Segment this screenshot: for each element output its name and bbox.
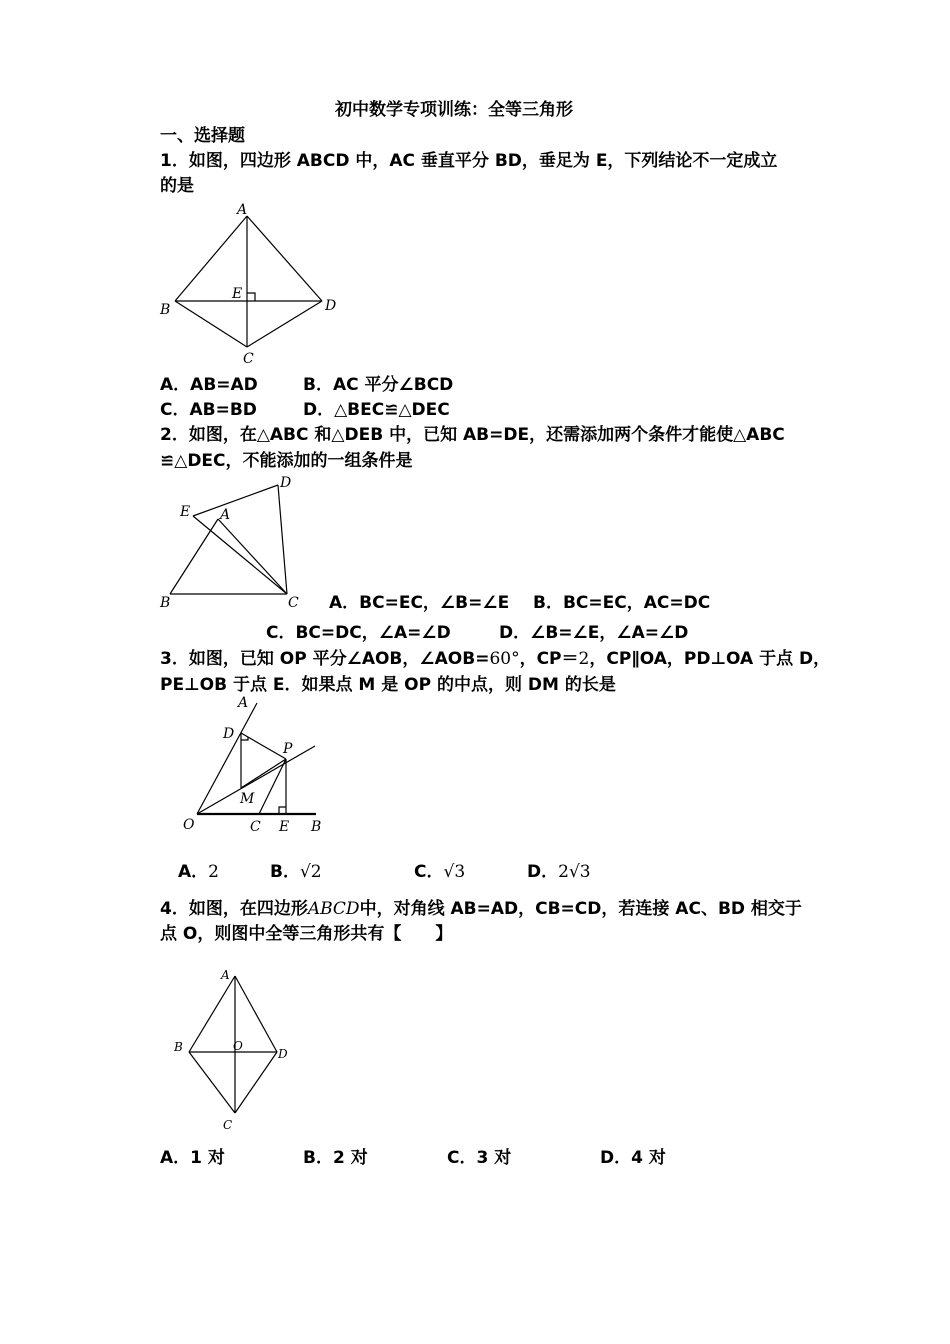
q3-label-b: B — [311, 819, 322, 835]
q3-stem-part2: ，CP＝ — [519, 649, 579, 669]
q4-quad-name: ABCD — [307, 899, 360, 919]
q4-label-c: C — [223, 1118, 233, 1132]
q3-label-d: D — [223, 726, 235, 742]
q3-option-c-value: √3 — [443, 862, 466, 882]
q4-stem-part1: 4．如图，在四边形 — [160, 899, 308, 919]
q1-option-c: C．AB=BD — [160, 400, 257, 420]
q3-option-d-value: 2√3 — [558, 862, 591, 882]
q2-stem-line2: ≌△DEC，不能添加的一组条件是 — [160, 451, 413, 471]
q3-option-d — [527, 860, 591, 884]
q2-label-c: C — [288, 595, 299, 611]
q4-label-o: O — [233, 1039, 243, 1053]
q3-stem-part3: ，CP∥OA，PD⊥OA 于点 D， — [589, 649, 831, 669]
q3-option-a-letter: A． — [178, 862, 209, 882]
q4-option-c: C．3 对 — [447, 1148, 512, 1168]
q3-label-a: A — [238, 695, 249, 711]
q2-option-d: D．∠B=∠E，∠A=∠D — [499, 623, 689, 643]
q3-cp-value: 2 — [578, 649, 590, 669]
q3-figure — [175, 693, 335, 843]
q4-label-d: D — [278, 1047, 288, 1061]
q3-option-c-letter: C． — [414, 862, 444, 882]
q3-option-c — [414, 860, 465, 884]
q3-option-b — [270, 860, 322, 884]
q1-stem-line1: 1．如图，四边形 ABCD 中，AC 垂直平分 BD，垂足为 E，下列结论不一定成立 — [160, 151, 778, 171]
q3-angle-value: 60° — [489, 649, 520, 669]
q3-label-c: C — [250, 819, 261, 835]
q1-option-b: B．AC 平分∠BCD — [303, 375, 454, 395]
q3-stem-line2: PE⊥OB 于点 E．如果点 M 是 OP 的中点，则 DM 的长是 — [160, 675, 616, 695]
q4-figure — [165, 962, 300, 1137]
q3-option-b-letter: B． — [270, 862, 300, 882]
q4-stem-line1 — [160, 897, 802, 921]
q3-option-b-value: √2 — [299, 862, 322, 882]
q1-option-a: A．AB=AD — [160, 375, 258, 395]
q3-label-e: E — [279, 819, 290, 835]
q2-label-a: A — [220, 507, 231, 523]
page-title: 初中数学专项训练：全等三角形 — [335, 100, 573, 120]
q1-stem-line2: 的是 — [160, 176, 194, 196]
q4-option-d: D．4 对 — [600, 1148, 666, 1168]
q1-label-c: C — [243, 351, 254, 367]
q3-stem-part1: 3．如图，已知 OP 平分∠AOB，∠AOB= — [160, 649, 490, 669]
q3-label-p: P — [283, 741, 293, 757]
q2-label-d: D — [280, 475, 292, 491]
q4-label-a: A — [221, 968, 230, 982]
q1-label-a: A — [237, 202, 248, 218]
q4-label-b: B — [174, 1040, 183, 1054]
q4-stem-line2: 点 O，则图中全等三角形共有【 】 — [160, 924, 453, 944]
q2-option-a: A．BC=EC，∠B=∠E — [329, 593, 510, 613]
q2-label-b: B — [160, 595, 171, 611]
q3-label-o: O — [183, 817, 195, 833]
q2-option-c: C．BC=DC，∠A=∠D — [266, 623, 451, 643]
q4-option-b: B．2 对 — [303, 1148, 368, 1168]
q4-stem-part2: 中，对角线 AB=AD，CB=CD，若连接 AC、BD 相交于 — [359, 899, 802, 919]
q3-stem-line1 — [160, 647, 830, 671]
q3-label-m: M — [240, 791, 255, 807]
q3-option-d-letter: D． — [527, 862, 559, 882]
q2-label-e: E — [180, 504, 191, 520]
q4-option-a: A．1 对 — [160, 1148, 225, 1168]
q2-figure — [150, 472, 320, 620]
q2-option-b: B．BC=EC，AC=DC — [533, 593, 711, 613]
q3-option-a — [178, 860, 219, 884]
q1-label-b: B — [160, 302, 171, 318]
q1-label-d: D — [325, 298, 337, 314]
q1-label-e: E — [232, 286, 243, 302]
q2-stem-line1: 2．如图，在△ABC 和△DEB 中，已知 AB=DE，还需添加两个条件才能使△ABC — [160, 425, 785, 445]
q1-figure — [150, 200, 360, 370]
q3-option-a-value: 2 — [208, 862, 219, 882]
section-heading: 一、选择题 — [160, 126, 245, 146]
q1-option-d: D．△BEC≌△DEC — [303, 400, 450, 420]
